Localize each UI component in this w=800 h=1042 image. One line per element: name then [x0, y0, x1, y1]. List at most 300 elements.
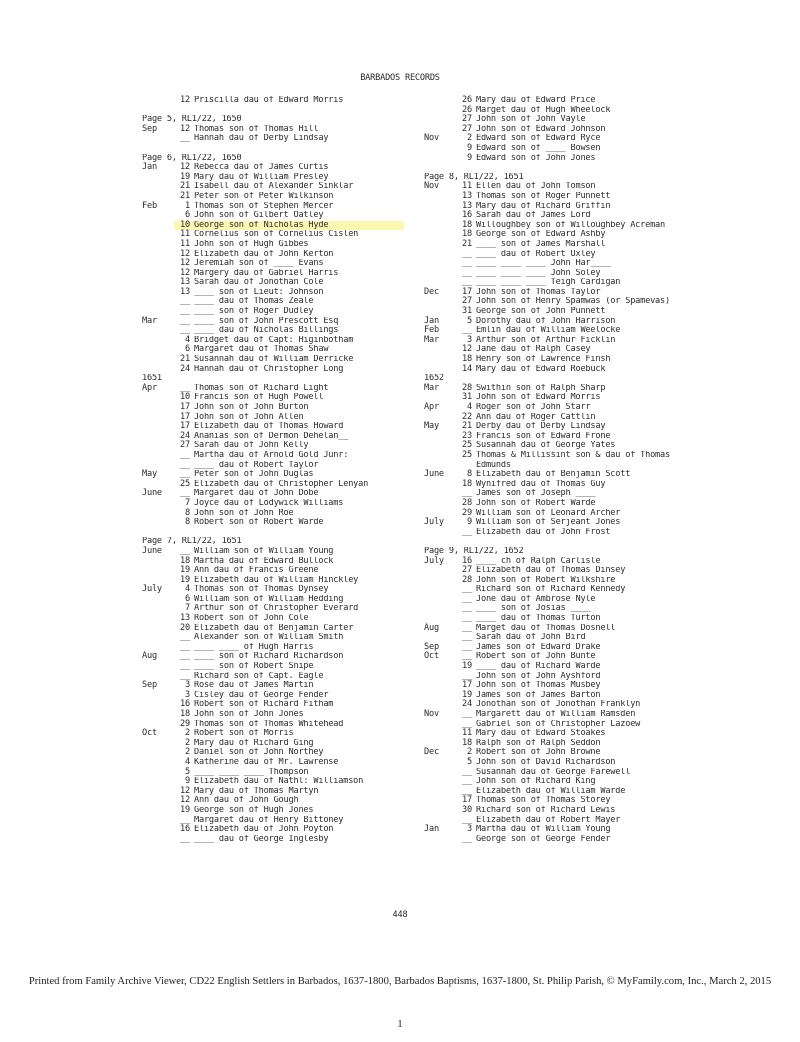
record-row: [424, 365, 724, 375]
day-number: __: [462, 258, 472, 269]
record-text: ____ ch of Ralph Carlisle: [476, 556, 601, 566]
day-number: 4: [185, 756, 190, 767]
day-number: __: [180, 833, 190, 844]
record-text: Margaret dau of John Dobe: [194, 489, 319, 499]
day-number: __: [462, 709, 472, 719]
month-label: [424, 787, 456, 797]
day-number: 29: [180, 718, 190, 729]
month-label: [142, 614, 174, 624]
record-text: Margaret dau of Thomas Shaw: [194, 345, 329, 355]
day-number: __: [180, 545, 190, 556]
month-label: [424, 768, 456, 778]
month-label: [424, 729, 456, 739]
day-number: 19: [180, 565, 190, 576]
footer-text: Printed from Family Archive Viewer, CD22 English Settlers in Barbados, 1637-1800, Barbados Baptisms, 1637-1800, St. Philip Parish, © MyFamily.com, Inc., March 2, 2015: [28, 976, 772, 987]
record-text: William son of Serjeant Jones: [476, 518, 621, 528]
record-text: Alexander son of William Smith: [194, 633, 344, 643]
record-row: [142, 768, 404, 778]
record-text: Susannah dau of George Yates: [476, 441, 616, 451]
day-number: 2: [185, 728, 190, 739]
record-text: Peter son of Peter Wilkinson: [194, 191, 334, 201]
day-number: 5: [467, 756, 472, 767]
month-label: July: [142, 584, 162, 595]
month-label: [142, 518, 174, 528]
record-text: Sarah dau of Jonothan Cole: [194, 278, 324, 288]
day-number: 19: [180, 804, 190, 815]
record-text: Jone dau of Ambrose Nyle: [476, 594, 596, 604]
day-number: 12: [180, 95, 190, 105]
month-label: [142, 413, 174, 423]
day-number: __: [462, 670, 472, 681]
record-text: Ananias son of Dermon Dehelan__: [194, 431, 349, 441]
section-heading: Page 7, RL1/22, 1651: [142, 537, 242, 547]
month-label: [142, 240, 174, 250]
record-text: Martha dau of Arnold Gold Junr:: [194, 450, 349, 460]
month-label: [424, 106, 456, 116]
month-label: [142, 758, 174, 768]
day-number: 8: [467, 469, 472, 480]
record-text: Elizabeth dau of William Warde: [476, 786, 626, 796]
record-text: John son of Thomas Musbey: [476, 681, 601, 691]
month-label: [142, 393, 174, 403]
record-row: [142, 720, 404, 730]
record-text: ____ dau of Richard Warde: [476, 662, 601, 672]
day-number: 7: [185, 497, 190, 508]
month-label: [142, 250, 174, 260]
record-text: Martha dau of William Young: [476, 825, 611, 835]
record-row: [142, 499, 404, 509]
day-number: 30: [462, 804, 472, 815]
page-title: BARBADOS RECORDS: [360, 73, 440, 83]
record-text: Ann dau of Roger Cattlin: [476, 412, 596, 422]
month-label: [424, 777, 456, 787]
month-label: [142, 221, 174, 231]
month-label: [424, 297, 456, 307]
day-number: __: [462, 718, 472, 729]
record-row: [142, 739, 404, 749]
day-number: 12: [180, 785, 190, 796]
record-text: John son of Thomas Taylor: [476, 287, 601, 297]
day-number: __: [180, 651, 190, 662]
month-label: Feb: [142, 200, 157, 211]
record-text: ____ son of Richard Richardson: [194, 652, 344, 662]
record-row: [142, 729, 404, 739]
day-number: __: [180, 488, 190, 499]
record-text: Henry son of Lawrence Finsh: [476, 355, 611, 365]
month-label: [142, 777, 174, 787]
month-label: Jan: [142, 162, 157, 173]
record-text: ____ dau of Nicholas Billings: [194, 326, 339, 336]
day-number: 8: [185, 507, 190, 518]
month-label: Mar: [424, 334, 439, 345]
day-number: 11: [462, 181, 472, 192]
record-row: [142, 595, 404, 605]
day-number: __: [180, 296, 190, 307]
record-text: Emlin dau of William Weelocke: [476, 326, 621, 336]
day-number: __: [180, 306, 190, 317]
record-text: Mary dau of William Presley: [194, 172, 329, 182]
month-label: [142, 173, 174, 183]
month-label: [424, 672, 456, 682]
day-number: 5: [467, 315, 472, 326]
month-label: [424, 230, 456, 240]
month-label: Apr: [424, 402, 439, 412]
month-label: [142, 432, 174, 442]
record-row: [142, 585, 404, 595]
day-number: 16: [462, 555, 472, 566]
month-label: Apr: [142, 382, 157, 393]
day-number: 19: [180, 574, 190, 585]
record-row: [424, 451, 724, 461]
month-label: May: [424, 421, 439, 432]
day-number: 24: [180, 430, 190, 441]
spacer: [424, 537, 724, 547]
day-number: 25: [180, 478, 190, 489]
day-number: __: [180, 632, 190, 643]
record-text: John son of John Roe: [194, 508, 294, 518]
day-number: 13: [180, 613, 190, 624]
day-number: 11: [180, 229, 190, 240]
spacer: [142, 106, 404, 116]
month-label: [142, 422, 174, 432]
record-text: Arthur son of Arthur Ficklin: [476, 335, 616, 345]
day-number: 17: [462, 795, 472, 806]
day-number: 4: [185, 334, 190, 345]
page-number: 448: [392, 910, 408, 920]
record-text: William son of William Young: [194, 546, 334, 556]
record-text: Isabell dau of Alexander Sinklar: [194, 182, 354, 192]
day-number: 31: [462, 306, 472, 317]
spacer: [142, 144, 404, 154]
record-text: John son of John Jones: [194, 710, 304, 719]
record-text: Elizabeth dau of John Poyton: [194, 825, 334, 835]
record-text: Edward son of John Jones: [476, 153, 596, 163]
day-number: 4: [467, 402, 472, 412]
record-text: George son of George Fender: [476, 834, 611, 844]
record-text: Mary dau of Richard Griffin: [476, 201, 611, 211]
section-heading: Page 8, RL1/22, 1651: [424, 172, 524, 182]
record-text: Jonothan son of Jonothan Franklyn: [476, 700, 641, 710]
day-number: 26: [462, 104, 472, 115]
month-label: [142, 787, 174, 797]
record-text: Elizabeth dau of John Frost: [476, 527, 611, 537]
record-text: ____ son of Robert Snipe: [194, 662, 314, 672]
month-label: [424, 96, 456, 106]
record-text: James son of Joseph ____: [476, 489, 596, 499]
month-label: Dec: [424, 286, 439, 297]
record-text: Richard son of Richard Lewis: [476, 805, 616, 815]
month-label: [142, 441, 174, 451]
record-text: Mary dau of Edward Roebuck: [476, 364, 606, 374]
record-text: Derby dau of Derby Lindsay: [476, 422, 606, 432]
record-text: Thomas son of Stephen Mercer: [194, 201, 334, 211]
month-label: [142, 269, 174, 279]
day-number: 9: [467, 517, 472, 528]
day-number: __: [462, 814, 472, 825]
record-text: Francis son of Edward Frone: [476, 431, 611, 441]
day-number: 26: [462, 95, 472, 105]
month-label: [424, 192, 456, 202]
record-text: Willoughbey son of Willoughbey Acreman: [476, 220, 666, 230]
day-number: 21: [180, 181, 190, 192]
day-number: 13: [462, 200, 472, 211]
day-number: __: [462, 785, 472, 796]
day-number: 4: [185, 584, 190, 595]
record-text: John son of John Burton: [194, 403, 309, 412]
record-text: Ann dau of Francis Greene: [194, 566, 319, 576]
day-number: __: [462, 622, 472, 633]
day-number: __: [462, 833, 472, 844]
record-text: Roger son of John Starr: [476, 403, 591, 412]
month-label: Sep: [424, 641, 439, 652]
month-label: [142, 739, 174, 749]
record-text: Elizabeth dau of Christopher Lenyan: [194, 479, 369, 489]
month-label: [424, 259, 456, 269]
month-label: [424, 662, 456, 672]
record-text: John son of Edward Morris: [476, 393, 601, 403]
day-number: 29: [462, 507, 472, 518]
record-text: John son of Hugh Gibbes: [194, 239, 309, 249]
record-row: [142, 365, 404, 375]
record-text: Rose dau of James Martin: [194, 681, 314, 691]
month-label: [424, 566, 456, 576]
month-label: [142, 700, 174, 710]
month-label: [142, 825, 174, 835]
record-text: Martha dau of Edward Bullock: [194, 556, 334, 566]
record-text: John son of Henry Spamwas (or Spamevas): [476, 297, 670, 307]
day-number: 2: [467, 747, 472, 758]
record-text: Cisley dau of George Fender: [194, 690, 329, 700]
record-text: ____ son of Roger Dudley: [194, 307, 314, 317]
record-text: Robert son of Richard Fitham: [194, 700, 334, 710]
day-number: 12: [180, 162, 190, 173]
record-row: [142, 326, 404, 336]
record-text: John son of John Allen: [194, 412, 304, 422]
month-label: [424, 489, 456, 499]
month-label: July: [424, 517, 444, 528]
record-text: George son of Edward Ashby: [476, 230, 606, 240]
day-number: 19: [462, 689, 472, 700]
record-text: Katherine dau of Mr. Lawrense: [194, 757, 339, 767]
month-label: [142, 768, 174, 778]
day-number: 9: [467, 142, 472, 153]
record-text: ____ dau of Thomas Turton: [476, 614, 601, 624]
record-row: [142, 835, 404, 845]
day-number: __: [180, 469, 190, 480]
day-number: 28: [462, 574, 472, 585]
day-number: 2: [185, 747, 190, 758]
right-column: [424, 96, 724, 844]
day-number: 8: [185, 517, 190, 528]
day-number: __: [180, 449, 190, 460]
day-number: __: [462, 277, 472, 288]
month-label: [142, 566, 174, 576]
day-number: 24: [180, 363, 190, 374]
day-number: 19: [462, 661, 472, 672]
record-text: Thomas son of Roger Punnett: [476, 191, 611, 201]
month-label: June: [424, 469, 444, 480]
day-number: 3: [467, 824, 472, 835]
month-label: Sep: [142, 123, 157, 134]
month-label: [424, 681, 456, 691]
record-text: John son of Edward Johnson: [476, 124, 606, 134]
day-number: 18: [180, 709, 190, 719]
day-number: 13: [462, 190, 472, 201]
record-row: [142, 748, 404, 758]
day-number: 18: [462, 219, 472, 230]
day-number: 27: [462, 123, 472, 134]
record-text: Edmunds: [476, 460, 511, 470]
record-text: John son of Robert Wilkshire: [476, 575, 616, 585]
day-number: __: [462, 632, 472, 643]
month-label: [424, 796, 456, 806]
record-row: [142, 509, 404, 519]
month-label: [142, 662, 174, 672]
record-text: Ellen dau of John Tomson: [476, 182, 596, 192]
day-number: 18: [462, 229, 472, 240]
day-number: 7: [185, 603, 190, 614]
record-row: [142, 758, 404, 768]
record-text: ____ ____ ____ John Soley: [476, 268, 601, 278]
day-number: 12: [180, 258, 190, 269]
record-text: Hannah dau of Christopher Long: [194, 364, 344, 374]
record-text: James son of Edward Drake: [476, 642, 601, 652]
record-text: Elizabeth dau of Nathl: Williamson: [194, 777, 364, 787]
record-text: Jeremiah son of ____ Evans: [194, 259, 324, 269]
day-number: 12: [180, 795, 190, 806]
record-row: [142, 202, 404, 212]
record-text: Thomas & Millissint son & dau of Thomas: [476, 450, 670, 460]
record-row: [142, 489, 404, 499]
day-number: 21: [180, 354, 190, 365]
record-text: Thomas son of Thomas Storey: [476, 796, 611, 806]
record-text: Peter son of John Duglas: [194, 470, 314, 480]
day-number: 14: [462, 363, 472, 374]
month-label: [142, 345, 174, 355]
month-label: May: [142, 469, 157, 480]
month-label: [424, 240, 456, 250]
record-text: Elizabeth dau of Thomas Dinsey: [476, 566, 626, 576]
record-text: Marget dau of Hugh Wheelock: [476, 105, 611, 115]
day-number: __: [180, 315, 190, 326]
day-number: [456, 461, 476, 471]
record-row: [424, 528, 724, 538]
record-text: Ann dau of John Gough: [194, 796, 299, 806]
spacer: [142, 528, 404, 538]
record-text: ____ ____ of Hugh Harris: [194, 642, 314, 652]
record-text: Sarah dau of James Lord: [476, 211, 591, 221]
record-text: ____ ____ ____ Thompson: [194, 767, 309, 777]
day-number: __: [180, 670, 190, 681]
day-number: 18: [462, 354, 472, 365]
record-text: John son of Gilbert Oatley: [194, 211, 324, 221]
day-number: 18: [462, 737, 472, 748]
month-label: [424, 115, 456, 125]
record-text: Elizabeth dau of Thomas Howard: [194, 422, 344, 432]
month-label: [142, 633, 174, 643]
month-label: [424, 269, 456, 279]
day-number: __: [462, 325, 472, 336]
month-label: [142, 211, 174, 221]
day-number: 17: [462, 680, 472, 691]
record-text: Bridget dau of Capt: Higinbotham: [194, 335, 354, 345]
month-label: [142, 691, 174, 701]
month-label: [142, 451, 174, 461]
record-text: Hannah dau of Derby Lindsay: [194, 134, 329, 144]
record-text: Cornelius son of Cornelius Cislen: [194, 230, 359, 240]
month-label: [424, 499, 456, 509]
record-text: John son of John Ayshford: [476, 671, 601, 681]
month-label: [424, 480, 456, 490]
record-text: Jane dau of Ralph Casey: [476, 345, 591, 355]
month-label: [142, 259, 174, 269]
record-text: Gabriel son of Christopher Lazoew: [476, 719, 641, 729]
day-number: __: [180, 814, 190, 825]
day-number: 2: [185, 737, 190, 748]
month-label: Feb: [424, 325, 439, 336]
spacer: [424, 163, 724, 173]
record-text: Mary dau of Edward Stoakes: [476, 729, 606, 739]
month-label: [424, 432, 456, 442]
month-label: [142, 336, 174, 346]
day-number: __: [462, 584, 472, 595]
day-number: 9: [467, 152, 472, 163]
day-number: 27: [462, 296, 472, 307]
month-label: [142, 182, 174, 192]
month-label: [424, 144, 456, 154]
record-text: William son of Leonard Archer: [476, 508, 621, 518]
day-number: __: [180, 325, 190, 336]
record-text: Margarett dau of William Ramsden: [476, 710, 636, 719]
record-text: Elizabeth dau of Benjamin Scott: [476, 470, 631, 480]
record-text: Margaret dau of Henry Bittoney: [194, 815, 344, 825]
record-text: Edward son of ____ Bowsen: [476, 143, 601, 153]
day-number: 16: [180, 699, 190, 710]
day-number: 23: [462, 430, 472, 441]
record-text: James son of James Barton: [476, 690, 601, 700]
record-text: Robert son of Robert Warde: [194, 518, 324, 528]
month-label: [424, 576, 456, 586]
day-number: 21: [462, 421, 472, 432]
day-number: 6: [185, 210, 190, 221]
section-heading: 1651: [142, 374, 162, 384]
month-label: [424, 835, 456, 845]
record-row: [142, 681, 404, 691]
day-number: 13: [180, 286, 190, 297]
record-text: Thomas son of Richard Light: [194, 383, 329, 393]
month-label: [424, 720, 456, 730]
day-number: 12: [180, 267, 190, 278]
record-text: Thomas son of Thomas Hill: [194, 124, 319, 134]
day-number: 18: [462, 478, 472, 489]
record-text: Swithin son of Ralph Sharp: [476, 383, 606, 393]
month-label: Oct: [142, 728, 157, 739]
day-number: __: [462, 776, 472, 787]
section-heading: 1652: [424, 374, 444, 384]
day-number: 27: [180, 440, 190, 451]
day-number: 27: [462, 114, 472, 125]
day-number: __: [462, 526, 472, 537]
record-row: [142, 192, 404, 202]
day-number: 28: [462, 382, 472, 393]
day-number: 25: [462, 440, 472, 451]
record-row: [142, 96, 404, 106]
month-label: [142, 806, 174, 816]
month-label: [142, 499, 174, 509]
record-text: ____ son of Josias ____: [476, 604, 591, 614]
day-number: 16: [462, 210, 472, 221]
record-text: Wynifred dau of Thomas Guy: [476, 479, 606, 489]
